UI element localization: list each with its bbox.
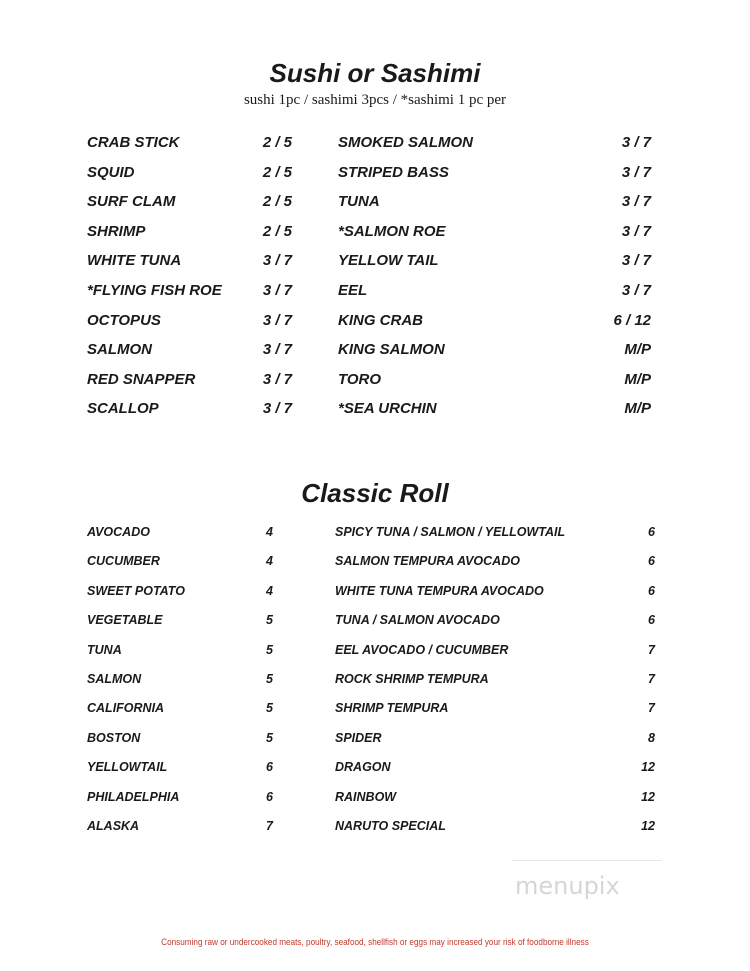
menu-item-name: DRAGON [335, 760, 391, 775]
menu-item-price: 4 [266, 583, 273, 598]
menu-item-name: SHRIMP [87, 222, 146, 240]
menu-item-price: 3 / 7 [262, 341, 292, 359]
menu-item-price: 3 / 7 [621, 282, 651, 299]
menu-item-price: 3 / 7 [621, 193, 651, 211]
menu-item-name: CRAB STICK [87, 134, 180, 151]
menu-item-name: *FLYING FISH ROE [87, 282, 222, 299]
menu-item-name: SCALLOP [87, 400, 159, 418]
menu-item-name: KING CRAB [338, 311, 423, 329]
menu-item-name: CALIFORNIA [87, 701, 165, 716]
menu-item-name: SPICY TUNA / SALMON / YELLOWTAIL [335, 525, 566, 539]
menu-item-price: 3 / 7 [262, 370, 292, 388]
menu-item-price: 6 [648, 525, 655, 539]
menu-item-price: 5 [266, 613, 273, 628]
menu-item-name: SALMON [87, 341, 152, 359]
menu-item-price: 3 / 7 [262, 252, 292, 270]
menu-item-price: 5 [266, 730, 273, 745]
menu-item-price: 7 [648, 701, 655, 716]
menu-item-price: 3 / 7 [262, 311, 292, 329]
menu-item-price: 2 / 5 [262, 134, 292, 151]
menu-item-price: 5 [266, 701, 273, 716]
menu-item-name: PHILADELPHIA [87, 789, 180, 804]
menu-item-name: *SEA URCHIN [338, 400, 437, 418]
menu-item-price: 6 [648, 583, 655, 598]
menu-item-name: SPIDER [335, 730, 382, 745]
watermark-divider [512, 860, 662, 861]
menu-item-price: 3 / 7 [621, 163, 651, 181]
menu-item-price: 4 [266, 554, 273, 569]
sushi-sashimi-subtitle: sushi 1pc / sashimi 3pcs / *sashimi 1 pc per [243, 92, 507, 108]
menu-item-name: CUCUMBER [87, 554, 160, 569]
menupix-watermark: menupix [515, 872, 620, 900]
menu-item-name: TUNA [87, 642, 122, 657]
menu-item-price: 3 / 7 [262, 400, 292, 418]
menu-item-price: M/P [624, 370, 651, 388]
menu-item-name: TORO [338, 370, 382, 388]
menu-item-name: SALMON TEMPURA AVOCADO [335, 554, 520, 569]
menu-item-price: 7 [266, 819, 273, 833]
menu-item-name: SMOKED SALMON [338, 134, 473, 151]
sushi-sashimi-title: Sushi or Sashimi [269, 58, 481, 88]
menu-item-name: YELLOWTAIL [87, 760, 168, 775]
menu-item-name: WHITE TUNA [87, 252, 182, 270]
menu-item-name: EEL AVOCADO / CUCUMBER [335, 642, 509, 657]
menu-item-name: SWEET POTATO [87, 583, 185, 598]
menu-item-name: KING SALMON [338, 341, 445, 359]
menu-item-name: TUNA [338, 193, 380, 211]
menu-item-name: SQUID [87, 163, 135, 181]
menu-item-price: 3 / 7 [262, 282, 292, 299]
menu-item-name: SHRIMP TEMPURA [335, 701, 449, 716]
menu-item-price: 3 / 7 [621, 134, 651, 151]
menu-item-name: VEGETABLE [87, 613, 163, 628]
menu-item-price: 5 [266, 672, 273, 686]
menu-item-name: RED SNAPPER [87, 370, 196, 388]
menu-item-price: 4 [266, 525, 273, 539]
menu-item-name: ROCK SHRIMP TEMPURA [335, 672, 489, 686]
menu-item-price: M/P [624, 341, 651, 359]
menu-item-name: *SALMON ROE [338, 222, 446, 240]
menu-item-name: SURF CLAM [87, 193, 176, 211]
menu-item-name: RAINBOW [335, 789, 397, 804]
menu-item-price: 12 [641, 789, 655, 804]
menu-item-price: 6 [648, 613, 655, 628]
menu-item-price: 12 [641, 760, 655, 775]
menu-item-name: SALMON [87, 672, 142, 686]
food-safety-disclaimer: Consuming raw or undercooked meats, poultry, seafood, shellfish or eggs may increased your risk of foodborne illness [161, 937, 589, 948]
menu-item-name: EEL [338, 282, 368, 299]
menu-item-price: 6 / 12 [613, 311, 651, 329]
menu-item-name: YELLOW TAIL [338, 252, 439, 270]
menu-item-price: 6 [648, 554, 655, 569]
menu-item-price: M/P [624, 400, 651, 418]
menu-item-price: 2 / 5 [262, 193, 292, 211]
menu-item-price: 3 / 7 [621, 222, 651, 240]
menu-item-name: BOSTON [87, 730, 141, 745]
menu-item-price: 6 [266, 789, 273, 804]
menu-item-price: 7 [648, 672, 655, 686]
classic-roll-title: Classic Roll [301, 478, 449, 508]
menu-item-price: 5 [266, 642, 273, 657]
menu-item-name: OCTOPUS [87, 311, 161, 329]
menu-item-price: 2 / 5 [262, 222, 292, 240]
menu-item-price: 6 [266, 760, 273, 775]
menu-item-price: 2 / 5 [262, 163, 292, 181]
menu-item-price: 7 [648, 642, 655, 657]
menu-item-price: 3 / 7 [621, 252, 651, 270]
menu-item-name: STRIPED BASS [338, 163, 449, 181]
menu-item-name: WHITE TUNA TEMPURA AVOCADO [335, 583, 544, 598]
menu-item-price: 8 [648, 730, 655, 745]
menu-item-name: ALASKA [87, 819, 140, 833]
menu-item-name: TUNA / SALMON AVOCADO [335, 613, 500, 628]
menu-item-name: AVOCADO [87, 525, 150, 539]
menu-item-name: NARUTO SPECIAL [335, 819, 446, 833]
menu-item-price: 12 [641, 819, 655, 833]
